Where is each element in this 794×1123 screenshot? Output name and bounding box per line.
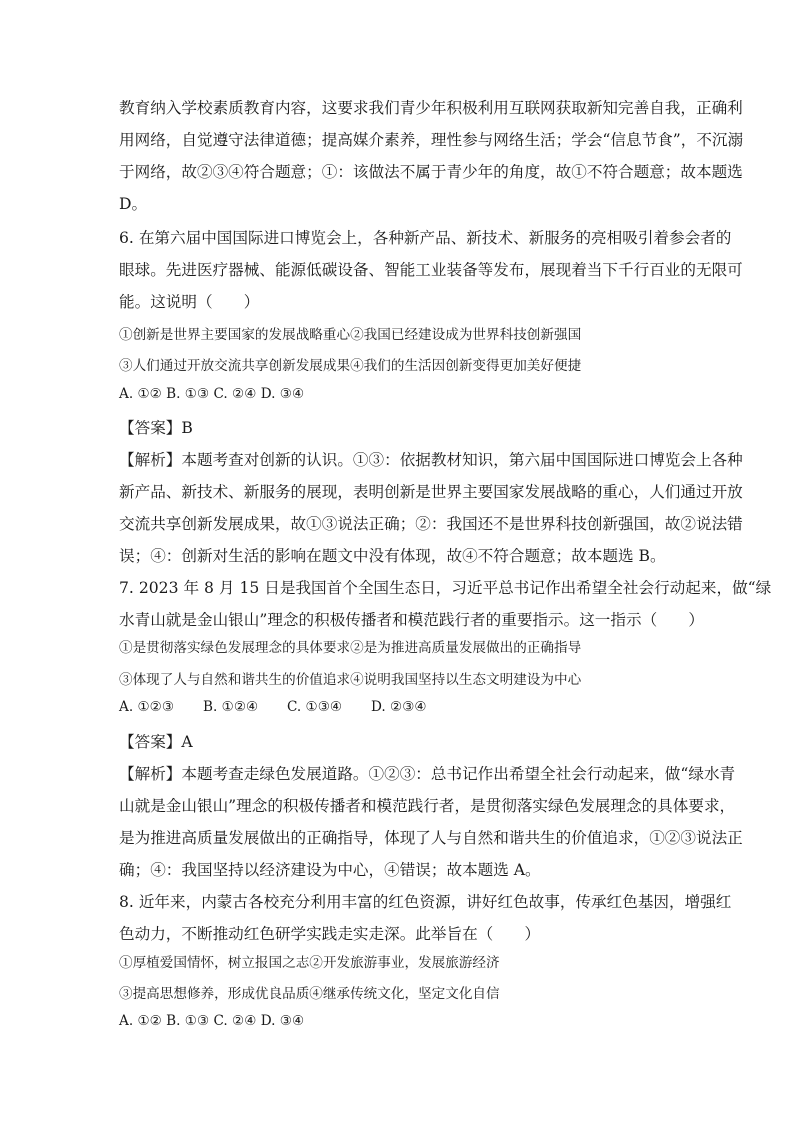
question-6-options: A. ①② B. ①③ C. ②④ D. ③④ (119, 386, 305, 402)
option-a: A. ①②③ (119, 699, 175, 715)
text-line: 于网络，故②③④符合题意；①：该做法不属于青少年的角度，故①不符合题意；故本题选 (119, 163, 743, 181)
question-7-statement: ③体现了人与自然和谐共生的价值追求④说明我国坚持以生态文明建设为中心 (119, 672, 582, 688)
question-6-stem: 能。这说明（ ） (119, 293, 260, 311)
question-6-analysis: 误；④：创新对生活的影响在题文中没有体现，故④不符合题意；故本题选 B。 (119, 547, 666, 565)
option-b: B. ①②④ (203, 699, 259, 715)
question-8-stem: 8. 近年来，内蒙古各校充分利用丰富的红色资源，讲好红色故事，传承红色基因，增强红 (119, 893, 732, 911)
question-7-analysis: 山就是金山银山”理念的积极传播者和模范践行者，是贯彻落实绿色发展理念的具体要求， (119, 797, 736, 815)
question-7-analysis: 【解析】本题考查走绿色发展道路。①②③：总书记作出希望全社会行动起来，做“绿水青 (119, 765, 736, 783)
question-7-analysis: 确；④：我国坚持以经济建设为中心，④错误；故本题选 A。 (119, 861, 541, 879)
question-7-stem: 7. 2023 年 8 月 15 日是我国首个全国生态日，习近平总书记作出希望全社会行动起来，做“绿 (119, 579, 772, 597)
question-7-options (119, 699, 427, 715)
text-line: 教育纳入学校素质教育内容，这要求我们青少年积极利用互联网获取新知完善自我，正确利 (119, 99, 743, 117)
question-8-options: A. ①② B. ①③ C. ②④ D. ③④ (119, 1013, 305, 1029)
question-7-statement: ①是贯彻落实绿色发展理念的具体要求②是为推进高质量发展做出的正确指导 (119, 640, 582, 656)
question-6-analysis: 【解析】本题考查对创新的认识。①③：依据教材知识，第六届中国国际进口博览会上各种 (119, 451, 743, 469)
question-7-analysis: 是为推进高质量发展做出的正确指导，体现了人与自然和谐共生的价值追求，①②③说法正 (119, 829, 743, 847)
question-6-analysis: 新产品、新技术、新服务的展现，表明创新是世界主要国家发展战略的重心，人们通过开放 (119, 483, 743, 501)
question-6-stem: 眼球。先进医疗器械、能源低碳设备、智能工业装备等发布，展现着当下千行百业的无限可 (119, 261, 743, 279)
question-6-answer: 【答案】B (119, 419, 193, 437)
question-6-statement: ③人们通过开放交流共享创新发展成果④我们的生活因创新变得更加美好便捷 (119, 358, 582, 374)
question-7-stem: 水青山就是金山银山”理念的积极传播者和模范践行者的重要指示。这一指示（ ） (119, 611, 704, 629)
option-d: D. ②③④ (371, 699, 427, 715)
question-8-statement: ③提高思想修养，形成优良品质④继承传统文化，坚定文化自信 (119, 986, 500, 1002)
question-7-answer: 【答案】A (119, 733, 193, 751)
option-c: C. ①③④ (287, 699, 343, 715)
question-6-stem: 6. 在第六届中国国际进口博览会上，各种新产品、新技术、新服务的亮相吸引着参会者的 (119, 229, 732, 247)
question-6-statement: ①创新是世界主要国家的发展战略重心②我国已经建设成为世界科技创新强国 (119, 327, 582, 343)
text-line: D。 (119, 195, 148, 213)
question-8-stem: 色动力，不断推动红色研学实践走实走深。此举旨在（ ） (119, 925, 541, 943)
question-8-statement: ①厚植爱国情怀，树立报国之志②开发旅游事业，发展旅游经济 (119, 955, 500, 971)
question-6-analysis: 交流共享创新发展成果，故①③说法正确；②：我国还不是世界科技创新强国，故②说法错 (119, 515, 743, 533)
text-line: 用网络，自觉遵守法律道德；提高媒介素养，理性参与网络生活；学会“信息节食”，不沉溺 (119, 131, 744, 149)
